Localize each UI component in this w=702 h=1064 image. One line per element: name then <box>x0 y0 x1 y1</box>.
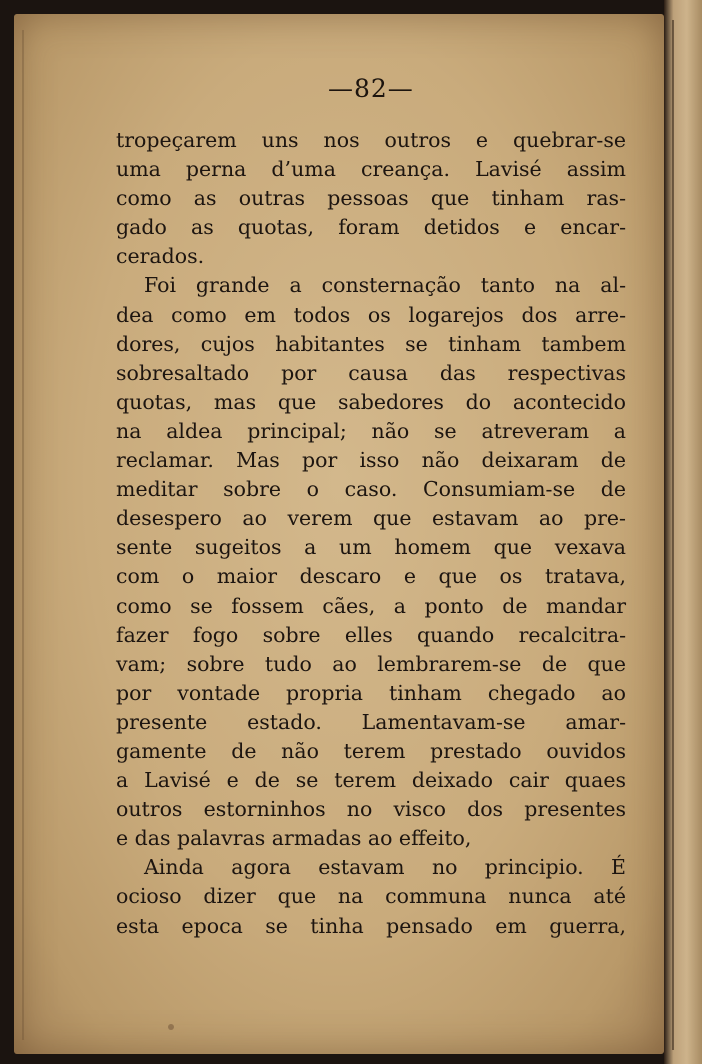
text-line: presente estado. Lamentavam-se amar- <box>116 709 626 734</box>
text-line: fazer fogo sobre elles quando recalcitra- <box>116 622 626 647</box>
text-line: dea como em todos os logarejos dos arre- <box>116 302 626 327</box>
text-line: como se fossem cães, a ponto de mandar <box>116 593 626 618</box>
text-line: na aldea principal; não se atreveram a <box>116 418 626 443</box>
page-number: —82— <box>328 74 414 103</box>
page-margin-crease <box>22 30 24 1040</box>
text-line: como as outras pessoas que tinham ras- <box>116 186 626 211</box>
text-line: Foi grande a consternação tanto na al- <box>144 273 626 298</box>
text-line: e das palavras armadas ao effeito, <box>116 826 472 851</box>
text-line: outros estorninhos no visco dos presentes <box>116 797 626 822</box>
text-line: sente sugeitos a um homem que vexava <box>116 535 626 560</box>
text-line: quotas, mas que sabedores do acontecido <box>116 389 626 414</box>
book-spine-edge <box>664 0 702 1064</box>
text-line: reclamar. Mas por isso não deixaram de <box>116 448 626 473</box>
ink-speck <box>168 1024 174 1030</box>
text-line: esta epoca se tinha pensado em guerra, <box>116 913 626 938</box>
text-line: cerados. <box>116 244 205 269</box>
text-line: por vontade propria tinham chegado ao <box>116 680 626 705</box>
spine-shadow-line <box>672 20 674 1050</box>
text-line: vam; sobre tudo ao lembrarem-se de que <box>116 651 626 676</box>
text-line: tropeçarem uns nos outros e quebrar-se <box>116 128 626 152</box>
text-line: Ainda agora estavam no principio. É <box>144 855 626 880</box>
text-line: a Lavisé e de se terem deixado cair quaes <box>116 768 626 793</box>
text-line: sobresaltado por causa das respectivas <box>116 360 626 385</box>
text-line: gado as quotas, foram detidos e encar- <box>116 215 626 240</box>
text-line: ocioso dizer que na communa nunca até <box>116 884 626 909</box>
body-text <box>116 126 626 941</box>
text-line: meditar sobre o caso. Consumiam-se de <box>116 477 626 502</box>
text-line: uma perna d’uma creança. Lavisé assim <box>116 157 626 182</box>
text-line: desespero ao verem que estavam ao pre- <box>116 506 626 531</box>
text-line: gamente de não terem prestado ouvidos <box>116 738 626 763</box>
text-line: com o maior descaro e que os tratava, <box>116 564 626 589</box>
text-line: dores, cujos habitantes se tinham tambem <box>116 331 626 356</box>
